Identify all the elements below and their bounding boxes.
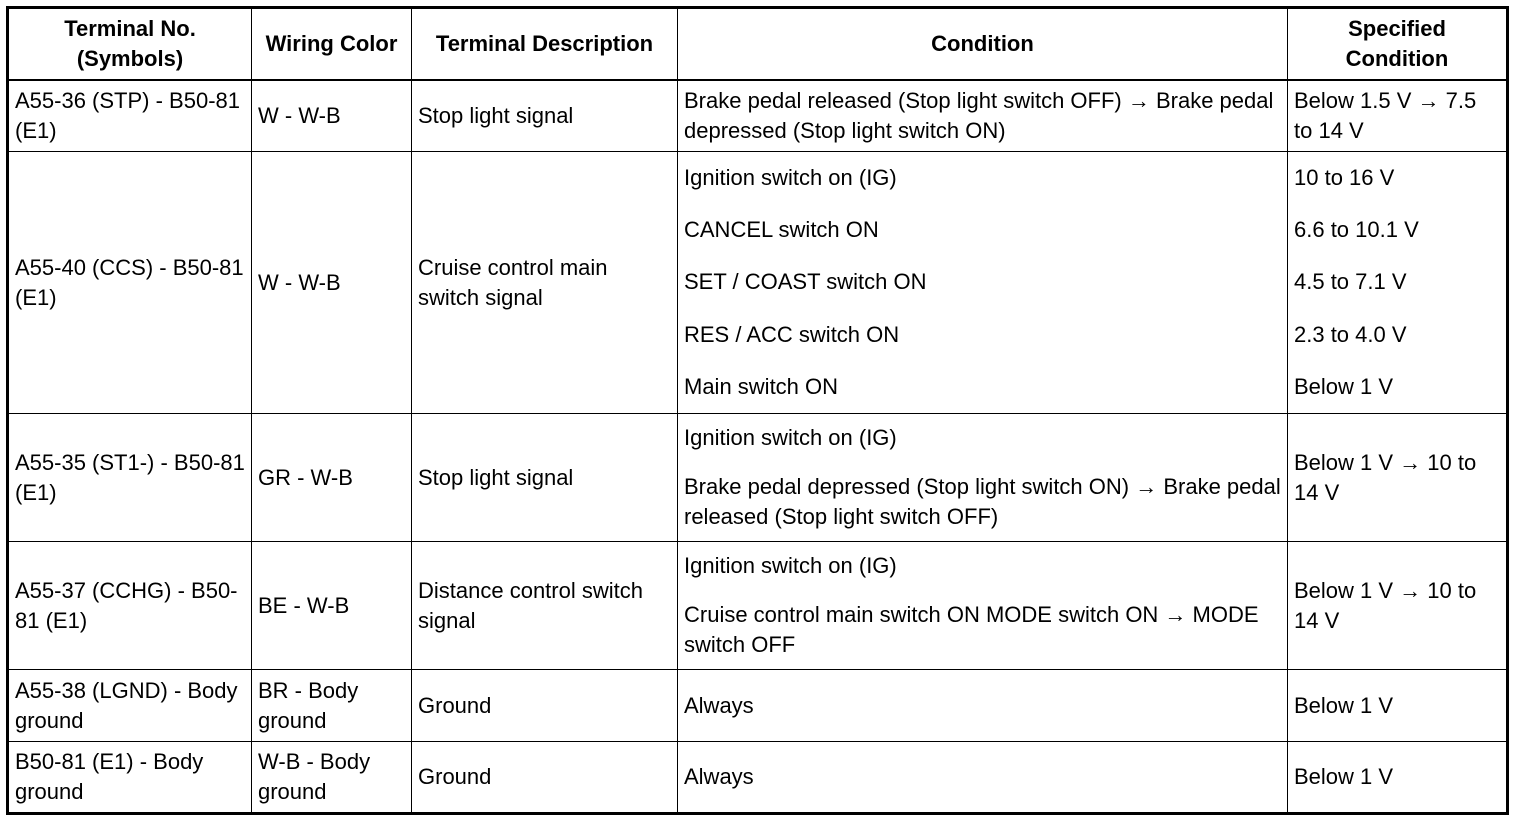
specified-cell bbox=[1288, 742, 1508, 814]
condition-line: Ignition switch on (IG) bbox=[684, 425, 897, 451]
terminal-cell: A55-38 (LGND) - Body ground bbox=[8, 670, 252, 742]
wiring-cell: W-B - Body ground bbox=[252, 742, 412, 814]
header-row bbox=[8, 8, 1508, 80]
terminal-cell: A55-40 (CCS) - B50-81 (E1) bbox=[8, 152, 252, 414]
specified-line: Below 1 V bbox=[1294, 373, 1394, 399]
header-terminal: Terminal No. (Symbols) bbox=[8, 8, 252, 80]
specified-line: Below 1 V → 10 to 14 V bbox=[1294, 577, 1477, 633]
table-row bbox=[8, 542, 1508, 670]
condition-cell bbox=[678, 414, 1288, 542]
specified-cell bbox=[1288, 80, 1508, 152]
condition-cell bbox=[678, 670, 1288, 742]
header-specified-condition: Specified Condition bbox=[1288, 8, 1508, 80]
table-row bbox=[8, 80, 1508, 152]
description-cell: Ground bbox=[412, 742, 678, 814]
condition-line: Brake pedal released (Stop light switch OFF) → Brake pedal depressed (Stop light switch ON) bbox=[684, 87, 1274, 143]
description-cell: Stop light signal bbox=[412, 414, 678, 542]
description-cell: Distance control switch signal bbox=[412, 542, 678, 670]
specified-line: 4.5 to 7.1 V bbox=[1294, 269, 1407, 295]
header-terminal-description: Terminal Description bbox=[412, 8, 678, 80]
wiring-cell: BR - Body ground bbox=[252, 670, 412, 742]
condition-cell bbox=[678, 542, 1288, 670]
condition-line: RES / ACC switch ON bbox=[684, 321, 900, 347]
table-row bbox=[8, 414, 1508, 542]
specified-line: 10 to 16 V bbox=[1294, 165, 1395, 191]
terminal-cell: B50-81 (E1) - Body ground bbox=[8, 742, 252, 814]
specified-line: Below 1 V bbox=[1294, 764, 1394, 789]
specified-line: Below 1 V → 10 to 14 V bbox=[1294, 449, 1477, 505]
condition-line: SET / COAST switch ON bbox=[684, 269, 927, 295]
wiring-cell: GR - W-B bbox=[252, 414, 412, 542]
wiring-cell: BE - W-B bbox=[252, 542, 412, 670]
table-row bbox=[8, 670, 1508, 742]
table-row bbox=[8, 152, 1508, 414]
description-cell: Stop light signal bbox=[412, 80, 678, 152]
condition-cell bbox=[678, 152, 1288, 414]
condition-cell bbox=[678, 80, 1288, 152]
condition-line: Brake pedal depressed (Stop light switch ON) → Brake pedal released (Stop light switch OFF) bbox=[684, 473, 1281, 529]
wiring-cell: W - W-B bbox=[252, 152, 412, 414]
terminal-inspection-table bbox=[6, 6, 1509, 815]
specified-cell bbox=[1288, 670, 1508, 742]
specified-line: Below 1.5 V → 7.5 to 14 V bbox=[1294, 87, 1477, 143]
terminal-cell: A55-35 (ST1-) - B50-81 (E1) bbox=[8, 414, 252, 542]
condition-line: CANCEL switch ON bbox=[684, 217, 879, 243]
specified-cell bbox=[1288, 542, 1508, 670]
condition-line: Ignition switch on (IG) bbox=[684, 553, 897, 579]
header-condition: Condition bbox=[678, 8, 1288, 80]
condition-line: Cruise control main switch ON MODE switch ON → MODE switch OFF bbox=[684, 601, 1259, 657]
condition-line: Always bbox=[684, 764, 754, 789]
specified-cell bbox=[1288, 414, 1508, 542]
wiring-cell: W - W-B bbox=[252, 80, 412, 152]
description-cell: Ground bbox=[412, 670, 678, 742]
specified-line: Below 1 V bbox=[1294, 692, 1394, 718]
specified-cell bbox=[1288, 152, 1508, 414]
specified-line: 2.3 to 4.0 V bbox=[1294, 321, 1407, 347]
table-row bbox=[8, 742, 1508, 814]
terminal-cell: A55-37 (CCHG) - B50-81 (E1) bbox=[8, 542, 252, 670]
condition-line: Ignition switch on (IG) bbox=[684, 165, 897, 191]
terminal-cell: A55-36 (STP) - B50-81 (E1) bbox=[8, 80, 252, 152]
specified-line: 6.6 to 10.1 V bbox=[1294, 217, 1419, 243]
condition-cell bbox=[678, 742, 1288, 814]
description-cell: Cruise control main switch signal bbox=[412, 152, 678, 414]
header-wiring-color: Wiring Color bbox=[252, 8, 412, 80]
condition-line: Main switch ON bbox=[684, 373, 839, 399]
condition-line: Always bbox=[684, 692, 754, 718]
